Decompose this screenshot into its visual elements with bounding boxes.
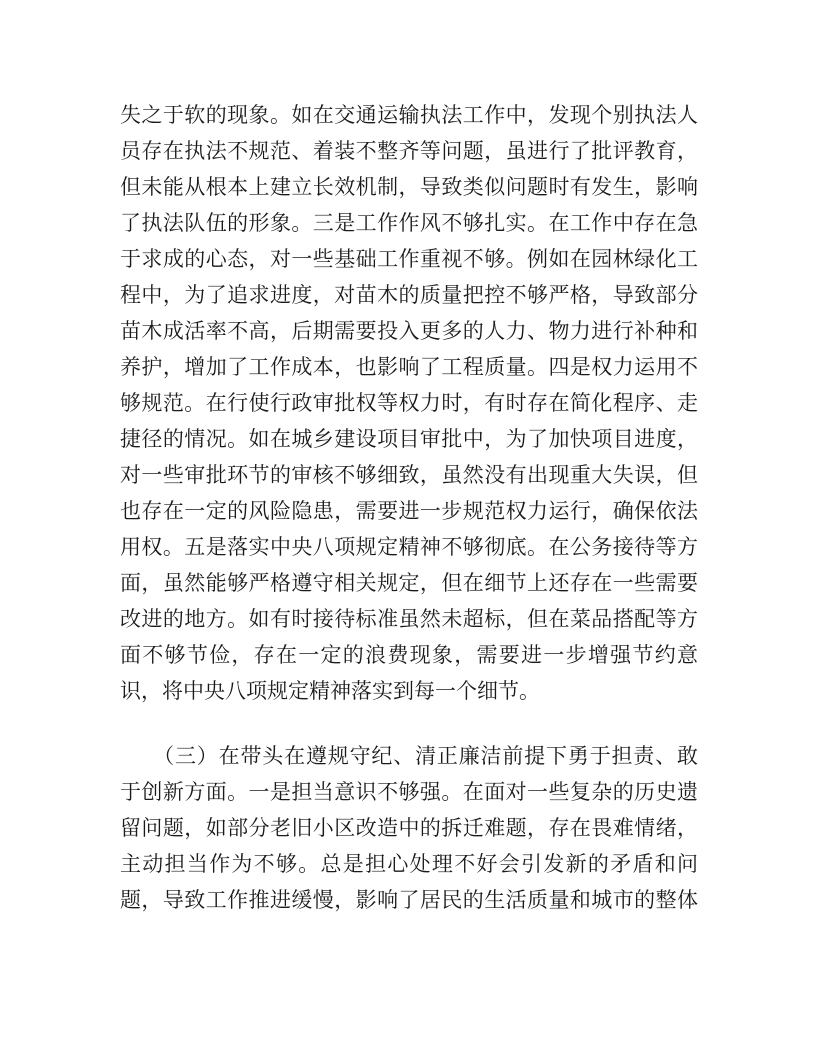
paragraph-line: 改进的地方。如有时接待标准虽然未超标，但在菜品搭配等方	[120, 607, 698, 631]
paragraph-line: 苗木成活率不高，后期需要投入更多的人力、物力进行补种和	[120, 319, 698, 343]
paragraph-line: 面不够节俭，存在一定的浪费现象，需要进一步增强节约意	[120, 643, 698, 667]
paragraph-line: 失之于软的现象。如在交通运输执法工作中，发现个别执法人	[120, 103, 698, 127]
paragraph-line: 员存在执法不规范、着装不整齐等问题，虽进行了批评教育，	[120, 139, 698, 163]
paragraph-line: 主动担当作为不够。总是担心处理不好会引发新的矛盾和问	[120, 852, 698, 876]
paragraph-line: 于创新方面。一是担当意识不够强。在面对一些复杂的历史遗	[120, 780, 698, 804]
paragraph-line: 捷径的情况。如在城乡建设项目审批中，为了加快项目进度，	[120, 427, 698, 451]
paragraph-line: 题，导致工作推进缓慢，影响了居民的生活质量和城市的整体	[120, 888, 698, 912]
paragraph-1	[120, 97, 698, 709]
paragraph-line: 用权。五是落实中央八项规定精神不够彻底。在公务接待等方	[120, 535, 698, 559]
paragraph-2	[120, 738, 698, 918]
paragraph-line: 面，虽然能够严格遵守相关规定，但在细节上还存在一些需要	[120, 571, 698, 595]
paragraph-line: 了执法队伍的形象。三是工作作风不够扎实。在工作中存在急	[120, 211, 698, 235]
paragraph-line: 但未能从根本上建立长效机制，导致类似问题时有发生，影响	[120, 175, 698, 199]
paragraph-line: 识，将中央八项规定精神落实到每一个细节。	[120, 679, 540, 703]
paragraph-line: 程中，为了追求进度，对苗木的质量把控不够严格，导致部分	[120, 283, 698, 307]
paragraph-line: 对一些审批环节的审核不够细致，虽然没有出现重大失误，但	[120, 463, 698, 487]
paragraph-line: 也存在一定的风险隐患，需要进一步规范权力运行，确保依法	[120, 499, 698, 523]
paragraph-line: （三）在带头在遵规守纪、清正廉洁前提下勇于担责、敢	[120, 744, 698, 768]
paragraph-line: 于求成的心态，对一些基础工作重视不够。例如在园林绿化工	[120, 247, 698, 271]
paragraph-line: 留问题，如部分老旧小区改造中的拆迁难题，存在畏难情绪，	[120, 816, 698, 840]
paragraph-line: 养护，增加了工作成本，也影响了工程质量。四是权力运用不	[120, 355, 698, 379]
paragraph-line: 够规范。在行使行政审批权等权力时，有时存在简化程序、走	[120, 391, 698, 415]
